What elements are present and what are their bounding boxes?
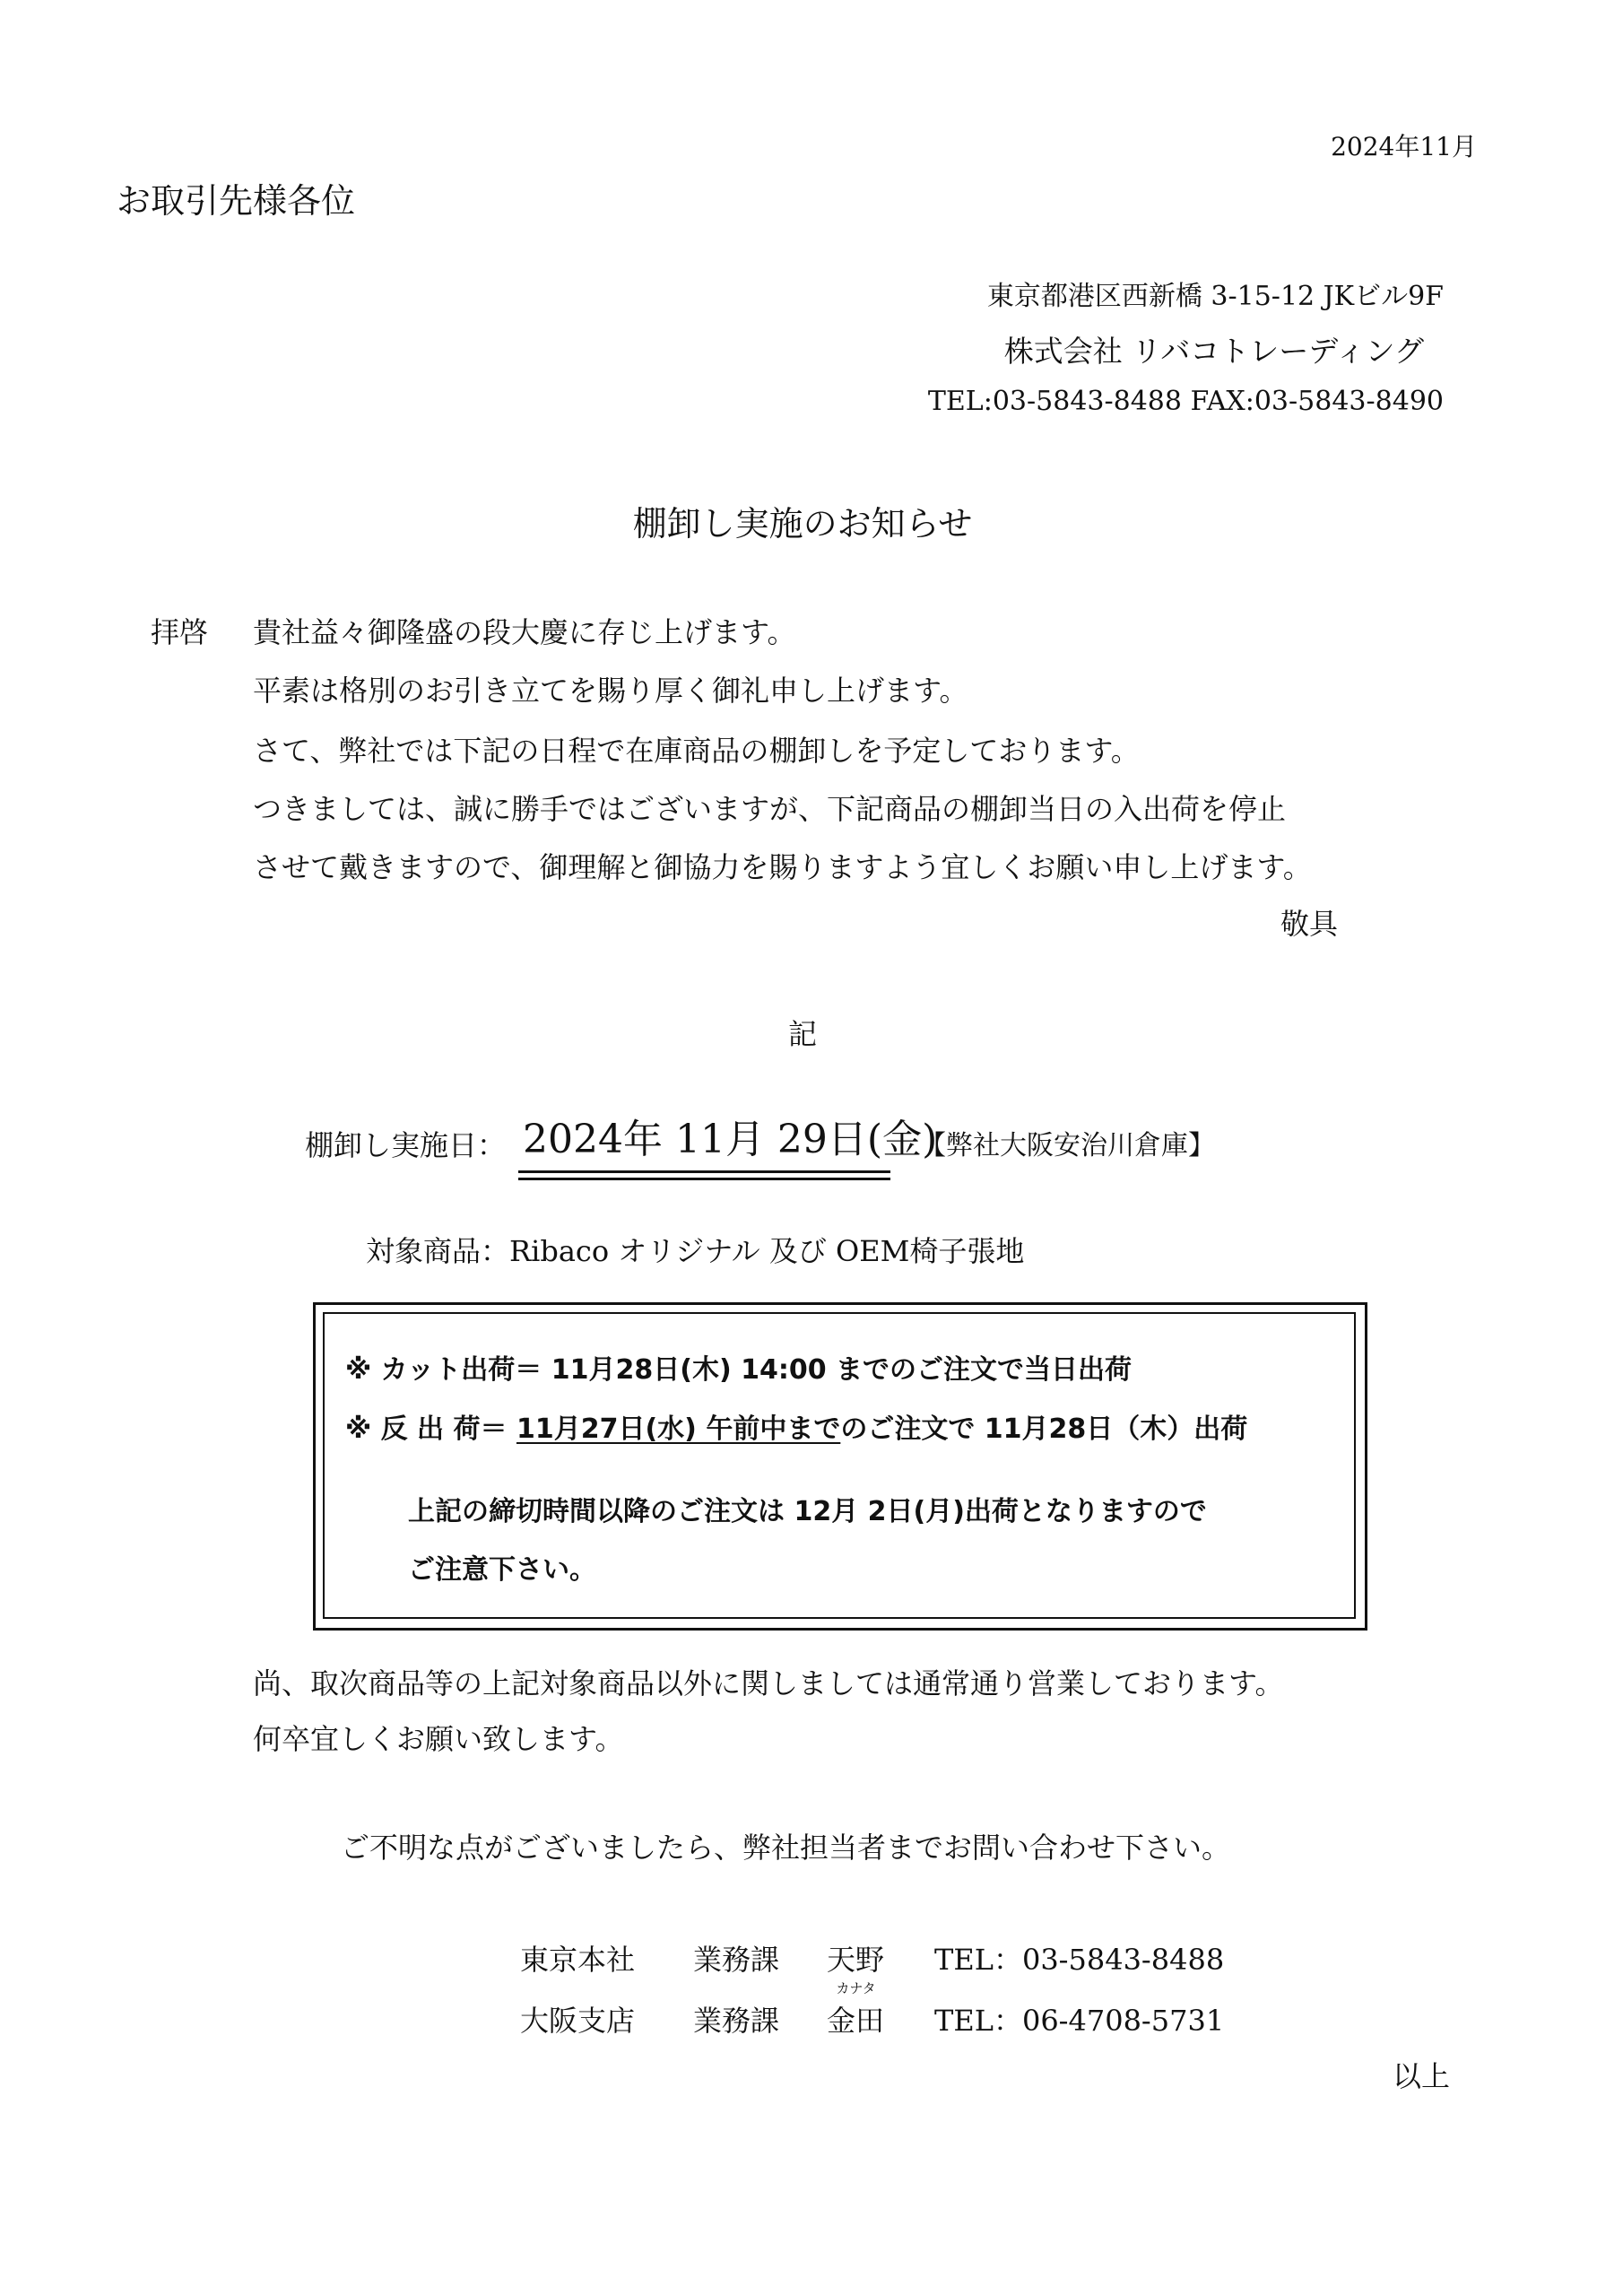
closing: 敬具 [1280,907,1338,941]
sender-company: 株式会社 リバコトレーディング [1003,334,1424,369]
inventory-date: 2024年 11月 29日(金) [523,1117,938,1162]
ki-heading: 記 [787,1017,817,1051]
date-double-underline [518,1170,890,1173]
roll-shipping-notice [345,1406,1247,1446]
end-mark: 以上 [1392,2059,1450,2093]
contact-name: 金田 [827,2004,885,2038]
deadline-note: ご注意下さい。 [408,1554,596,1586]
body-line: さて、弊社では下記の日程で在庫商品の棚卸しを予定しております。 [253,734,1140,768]
roll-shipping-deadline: 11月27日(水) 午前中まで [516,1413,841,1445]
body-line: させて戴きますので、御理解と御協力を賜りますよう宜しくお願い申し上げます。 [253,850,1312,884]
contact-dept: 業務課 [693,2004,780,2038]
roll-shipping-suffix: のご注文で 11月28日（木）出荷 [840,1413,1248,1445]
cut-shipping-notice: ※ カット出荷＝ 11月28日(木) 14:00 までのご注文で当日出荷 [345,1354,1133,1386]
body-line: つきましては、誠に勝手ではございますが、下記商品の棚卸当日の入出荷を停止 [253,792,1287,826]
sender-address: 東京都港区西新橋 3-15-12 JKビル9F [986,281,1444,312]
date-double-underline [518,1178,890,1180]
document-title: 棚卸し実施のお知らせ [632,504,973,544]
deadline-note: 上記の締切時間以降のご注文は 12月 2日(月)出荷となりますので [408,1496,1207,1527]
target-products: 対象商品：Ribaco オリジナル 及び OEM椅子張地 [366,1234,1025,1268]
contact-branch: 大阪支店 [520,2004,636,2038]
warehouse: 【弊社大阪安治川倉庫】 [919,1130,1215,1161]
body-line: 貴社益々御隆盛の段大慶に存じ上げます。 [253,615,796,649]
sender-contact: TEL:03-5843-8488 FAX:03-5843-8490 [927,386,1444,417]
body-line: 平素は格別のお引き立てを賜り厚く御礼申し上げます。 [253,674,968,708]
request-line: 何卒宜しくお願い致します。 [253,1722,624,1756]
contact-dept: 業務課 [693,1943,780,1977]
inventory-date-label: 棚卸し実施日： [305,1128,507,1162]
contact-name-ruby: カナタ [836,1980,876,1996]
contact-name: 天野 [827,1943,885,1977]
salutation: 拝啓 [151,615,209,649]
roll-shipping-prefix: ※ 反 出 荷＝ [345,1413,516,1445]
letter-date: 2024年11月 [1331,132,1477,161]
other-products-note: 尚、取次商品等の上記対象商品以外に関しましては通常通り営業しております。 [253,1666,1284,1700]
contact-branch: 東京本社 [520,1943,636,1977]
addressee: お取引先様各位 [117,181,356,221]
inquiry-line: ご不明な点がございましたら、弊社担当者までお問い合わせ下さい。 [341,1831,1231,1865]
contact-tel: TEL：06-4708-5731 [934,2004,1225,2038]
contact-tel: TEL：03-5843-8488 [934,1943,1225,1977]
